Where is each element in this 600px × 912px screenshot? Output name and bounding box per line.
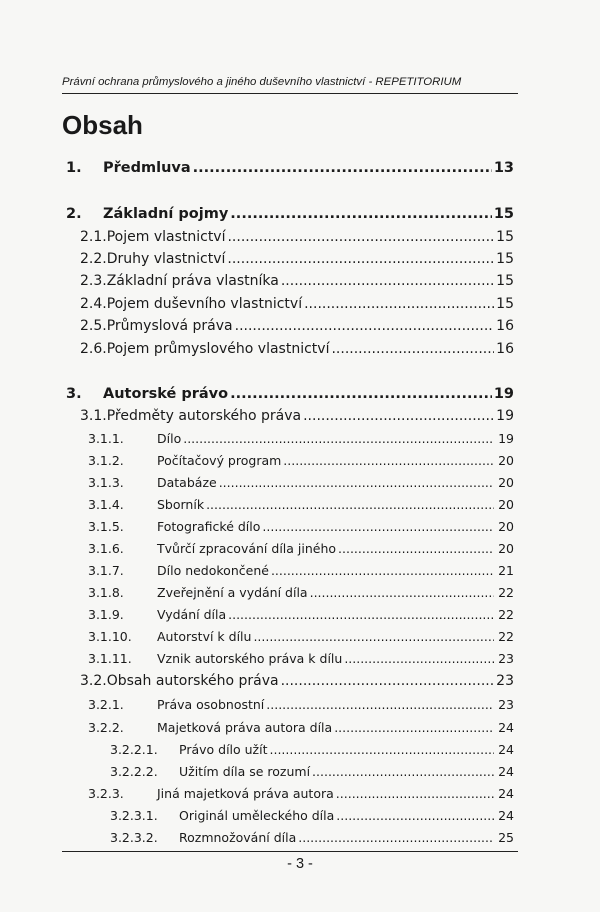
toc-number: 2.1. [80,229,107,245]
toc-number: 3. [66,386,82,402]
toc-number: 3.2.3.1. [110,808,158,823]
toc-label: Sborník [157,497,205,512]
toc-page: 19 [496,408,514,424]
toc-page: 19 [493,386,514,402]
toc-label: Pojem průmyslového vlastnictví [106,341,330,357]
toc-leader [336,786,494,801]
toc-number: 3.1.7. [88,563,124,578]
toc-entry [80,273,514,289]
toc-number: 3.2.2.2. [110,764,158,779]
toc-page: 16 [496,318,514,334]
toc-entry [110,808,514,823]
toc-leader [206,497,494,512]
toc-entry [88,585,514,600]
toc-label: Předmluva [103,160,191,176]
toc-number: 3.2.1. [88,697,124,712]
toc-number: 3.1. [80,408,107,424]
toc-label: Počítačový program [157,453,282,468]
toc-entry [88,786,514,801]
toc-label: Fotografické dílo [157,519,261,534]
toc-label: Dílo nedokončené [157,563,269,578]
toc-label: Obsah autorského práva [106,673,279,689]
toc-entry [110,764,514,779]
toc-number: 3.2.2. [88,720,124,735]
toc-number: 2.2. [80,251,107,267]
toc-leader [219,475,494,490]
toc-entry [80,408,514,424]
toc-label: Autorství k dílu [157,629,252,644]
toc-leader [193,160,492,176]
toc-label: Dílo [157,431,182,446]
toc-leader [262,519,494,534]
toc-entry [88,629,514,644]
toc-page: 13 [493,160,514,176]
toc-page: 15 [493,206,514,222]
toc-entry [88,475,514,490]
toc-number: 3.1.10. [88,629,132,644]
toc-label: Práva osobnostní [157,697,265,712]
toc-number: 3.2.2.1. [110,742,158,757]
toc-number: 2.5. [80,318,107,334]
toc-label: Předměty autorského práva [106,408,302,424]
toc-number: 2.6. [80,341,107,357]
toc-page: 20 [498,453,514,468]
toc-number: 2. [66,206,82,222]
toc-label: Základní pojmy [103,206,229,222]
toc-page: 24 [498,808,514,823]
toc-page: 16 [496,341,514,357]
toc-page: 23 [498,651,514,666]
toc-number: 3.1.11. [88,651,132,666]
toc-leader [228,607,494,622]
running-header: Právní ochrana průmyslového a jiného duševního vlastnictví - REPETITORIUM [62,76,462,88]
toc-entry [88,697,514,712]
toc-label: Tvůrčí zpracování díla jiného [157,541,337,556]
header-rule [62,93,518,94]
toc-page: 15 [496,251,514,267]
toc-leader [336,808,494,823]
toc-number: 1. [66,160,82,176]
toc-label: Užitím díla se rozumí [179,764,311,779]
toc-entry [88,720,514,735]
toc-number: 3.1.2. [88,453,124,468]
toc-entry [80,251,514,267]
toc-label: Autorské právo [103,386,229,402]
toc-leader [253,629,494,644]
toc-leader [230,386,492,402]
toc-entry [80,341,514,357]
page-number: - 3 - [287,856,313,872]
toc-entry [66,206,514,222]
toc-entry [88,607,514,622]
toc-entry [66,386,514,402]
toc-label: Vznik autorského práva k dílu [157,651,343,666]
toc-label: Zveřejnění a vydání díla [157,585,308,600]
toc-page: 20 [498,519,514,534]
toc-leader [334,720,494,735]
toc-page: 20 [498,497,514,512]
toc-page: 22 [498,607,514,622]
toc-label: Průmyslová práva [106,318,233,334]
toc-leader [298,830,494,845]
toc-entry [110,830,514,845]
toc-entry [88,497,514,512]
toc-entry [80,296,514,312]
toc-number: 2.4. [80,296,107,312]
toc-leader [270,742,495,757]
toc-leader [283,453,494,468]
toc-label: Originál uměleckého díla [179,808,335,823]
toc-number: 3.1.3. [88,475,124,490]
toc-leader [281,673,494,689]
toc-number: 3.1.5. [88,519,124,534]
toc-label: Pojem duševního vlastnictví [106,296,303,312]
toc-leader [183,431,494,446]
toc-entry [88,563,514,578]
footer-rule [62,851,518,852]
toc-page: 24 [498,786,514,801]
toc-number: 3.1.1. [88,431,124,446]
toc-leader [303,408,494,424]
toc-entry [66,160,514,176]
toc-leader [271,563,494,578]
toc-page: 24 [498,742,514,757]
toc-leader [281,273,494,289]
toc-page: 22 [498,629,514,644]
toc-number: 3.1.4. [88,497,124,512]
toc-label: Druhy vlastnictví [106,251,226,267]
toc-page: 25 [498,830,514,845]
toc-number: 3.2. [80,673,107,689]
toc-number: 3.2.3.2. [110,830,158,845]
toc-number: 2.3. [80,273,107,289]
toc-label: Pojem vlastnictví [106,229,226,245]
toc-leader [266,697,494,712]
toc-leader [331,341,494,357]
toc-label: Vydání díla [157,607,227,622]
toc-entry [80,673,514,689]
toc-entry [110,742,514,757]
toc-label: Jiná majetková práva autora [157,786,334,801]
toc-number: 3.2.3. [88,786,124,801]
toc-entry [80,229,514,245]
toc-leader [312,764,494,779]
toc-entry [88,519,514,534]
toc-number: 3.1.8. [88,585,124,600]
toc-leader [304,296,494,312]
toc-page: 15 [496,296,514,312]
toc-page: 19 [498,431,514,446]
page-title: Obsah [62,110,143,140]
toc-leader [227,229,494,245]
toc-leader [230,206,492,222]
toc-number: 3.1.6. [88,541,124,556]
toc-page: 15 [496,229,514,245]
toc-label: Právo dílo užít [179,742,268,757]
toc-label: Rozmnožování díla [179,830,297,845]
toc-label: Základní práva vlastníka [106,273,279,289]
toc-label: Databáze [157,475,217,490]
toc-page: 20 [498,475,514,490]
toc-leader [310,585,494,600]
toc-page: 24 [498,764,514,779]
toc-page: 20 [498,541,514,556]
toc-entry [88,431,514,446]
toc-entry [88,541,514,556]
toc-leader [227,251,494,267]
toc-page: 23 [496,673,514,689]
toc-leader [338,541,494,556]
toc-leader [344,651,494,666]
toc-page: 21 [498,563,514,578]
toc-number: 3.1.9. [88,607,124,622]
toc-entry [88,651,514,666]
toc-page: 23 [498,697,514,712]
toc-label: Majetková práva autora díla [157,720,333,735]
toc-entry [80,318,514,334]
toc-page: 24 [498,720,514,735]
toc-page: 22 [498,585,514,600]
toc-page: 15 [496,273,514,289]
toc-entry [88,453,514,468]
toc-leader [235,318,494,334]
